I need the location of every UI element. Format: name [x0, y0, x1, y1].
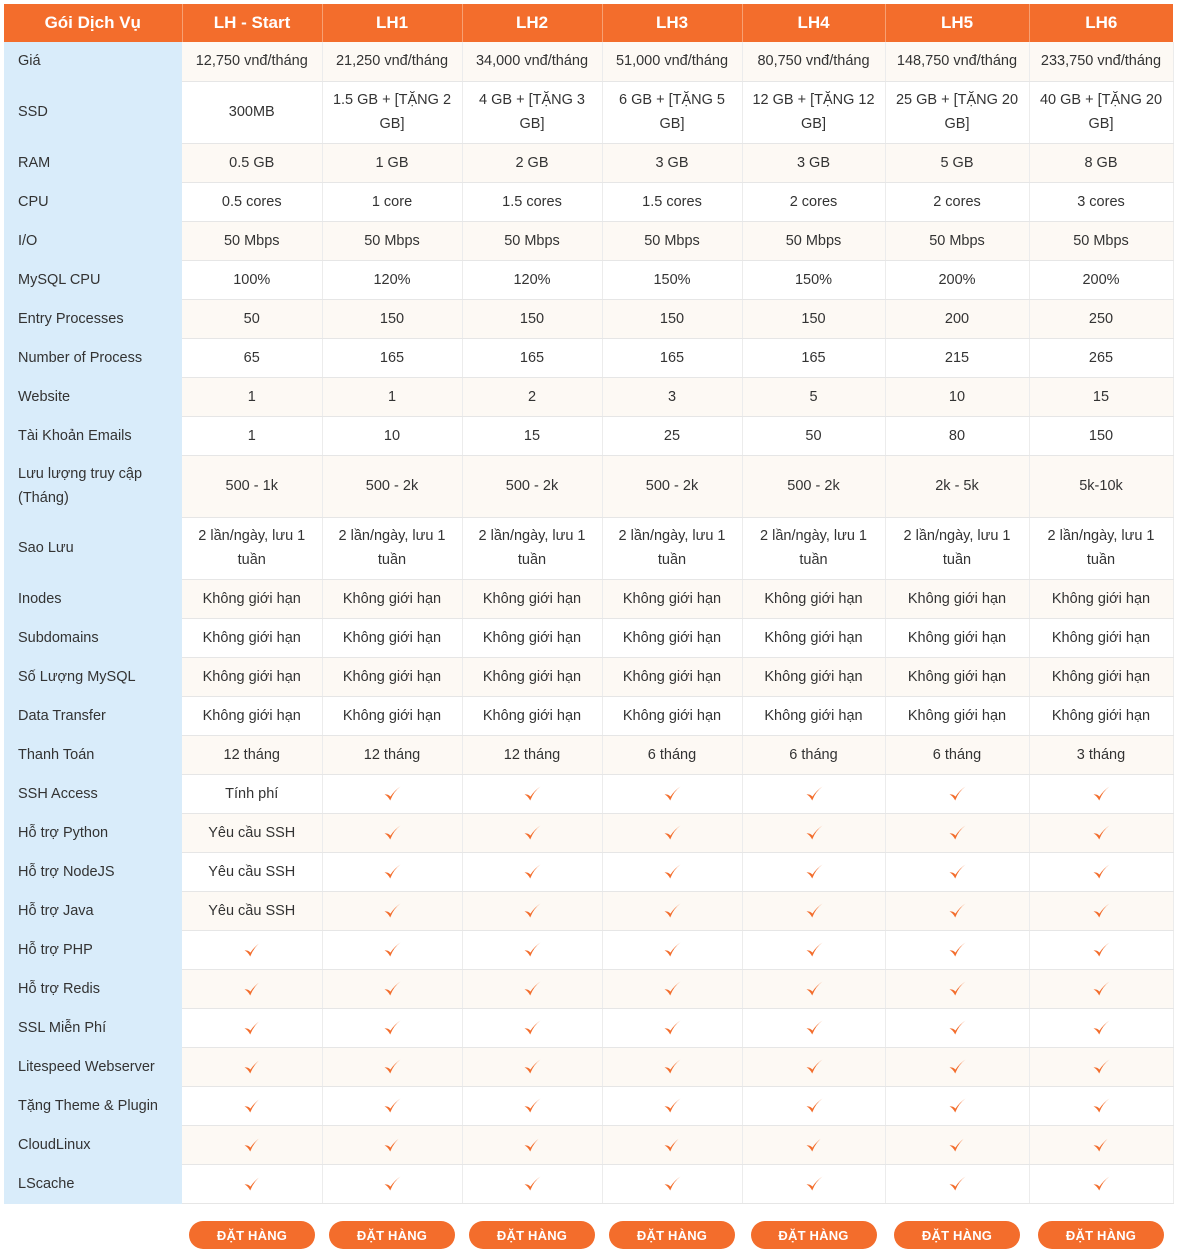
table-row — [4, 221, 1173, 260]
table-cell: 300MB — [182, 81, 322, 143]
order-button[interactable]: ĐẶT HÀNG — [894, 1221, 1020, 1249]
table-cell: 50 Mbps — [1029, 221, 1173, 260]
check-icon — [602, 774, 742, 813]
feature-label: Number of Process — [4, 338, 182, 377]
check-icon — [182, 1125, 322, 1164]
table-row — [4, 930, 1173, 969]
check-icon — [885, 930, 1029, 969]
check-icon — [742, 1086, 885, 1125]
table-cell: 50 Mbps — [742, 221, 885, 260]
feature-label: Hỗ trợ NodeJS — [4, 852, 182, 891]
check-icon — [885, 852, 1029, 891]
table-cell: 25 — [602, 416, 742, 455]
table-row — [4, 377, 1173, 416]
feature-label: Giá — [4, 42, 182, 81]
feature-label: Inodes — [4, 579, 182, 618]
table-cell: Không giới hạn — [1029, 618, 1173, 657]
table-cell: 500 - 2k — [462, 455, 602, 517]
table-cell: 34,000 vnđ/tháng — [462, 42, 602, 81]
table-cell: 50 Mbps — [462, 221, 602, 260]
table-cell: 65 — [182, 338, 322, 377]
header-service-label: Gói Dịch Vụ — [4, 4, 182, 42]
table-row — [4, 1086, 1173, 1125]
check-icon — [885, 1086, 1029, 1125]
table-cell: 1 — [182, 377, 322, 416]
check-icon — [322, 1008, 462, 1047]
check-icon — [322, 930, 462, 969]
check-icon — [462, 813, 602, 852]
check-icon — [742, 813, 885, 852]
table-cell: 150 — [322, 299, 462, 338]
table-cell: 50 Mbps — [182, 221, 322, 260]
table-cell: Không giới hạn — [462, 696, 602, 735]
table-cell: Không giới hạn — [182, 579, 322, 618]
table-cell: Yêu cầu SSH — [182, 891, 322, 930]
table-cell: 200% — [885, 260, 1029, 299]
table-row — [4, 299, 1173, 338]
table-cell: Không giới hạn — [1029, 696, 1173, 735]
check-icon — [742, 1164, 885, 1203]
check-icon — [322, 852, 462, 891]
table-row — [4, 1164, 1173, 1203]
check-icon — [322, 774, 462, 813]
check-icon — [182, 969, 322, 1008]
check-icon — [1029, 1086, 1173, 1125]
check-icon — [885, 1164, 1029, 1203]
check-icon — [742, 774, 885, 813]
header-plan-lh3: LH3 — [602, 4, 742, 42]
feature-label: Data Transfer — [4, 696, 182, 735]
table-row — [4, 969, 1173, 1008]
table-cell: 12 tháng — [462, 735, 602, 774]
feature-label: Entry Processes — [4, 299, 182, 338]
order-button[interactable]: ĐẶT HÀNG — [469, 1221, 595, 1249]
table-cell: Không giới hạn — [322, 696, 462, 735]
table-cell: Không giới hạn — [602, 579, 742, 618]
table-cell: 25 GB + [TẶNG 20 GB] — [885, 81, 1029, 143]
feature-label: CPU — [4, 182, 182, 221]
table-cell: 12 tháng — [182, 735, 322, 774]
table-cell: 2 lần/ngày, lưu 1 tuần — [742, 517, 885, 579]
check-icon — [602, 1008, 742, 1047]
order-button[interactable]: ĐẶT HÀNG — [329, 1221, 455, 1249]
table-cell: 6 tháng — [885, 735, 1029, 774]
feature-label: Hỗ trợ Python — [4, 813, 182, 852]
feature-label: Litespeed Webserver — [4, 1047, 182, 1086]
check-icon — [742, 1008, 885, 1047]
table-cell: 265 — [1029, 338, 1173, 377]
table-cell: 50 Mbps — [602, 221, 742, 260]
table-cell: Không giới hạn — [462, 579, 602, 618]
pricing-table-body — [4, 42, 1173, 1203]
order-buttons-row — [4, 1221, 1173, 1251]
table-cell: 10 — [885, 377, 1029, 416]
table-cell: Yêu cầu SSH — [182, 852, 322, 891]
feature-label: MySQL CPU — [4, 260, 182, 299]
table-cell: 1 — [182, 416, 322, 455]
header-plan-lh5: LH5 — [885, 4, 1029, 42]
table-cell: 1.5 GB + [TẶNG 2 GB] — [322, 81, 462, 143]
feature-label: LScache — [4, 1164, 182, 1203]
table-cell: 3 GB — [602, 143, 742, 182]
table-cell: Không giới hạn — [182, 657, 322, 696]
table-row — [4, 579, 1173, 618]
table-row — [4, 735, 1173, 774]
check-icon — [322, 1125, 462, 1164]
table-cell: 12 GB + [TẶNG 12 GB] — [742, 81, 885, 143]
check-icon — [182, 1164, 322, 1203]
feature-label: Tặng Theme & Plugin — [4, 1086, 182, 1125]
table-row — [4, 1125, 1173, 1164]
table-cell: 2 — [462, 377, 602, 416]
table-cell: 1.5 cores — [462, 182, 602, 221]
table-cell: 6 tháng — [602, 735, 742, 774]
order-button[interactable]: ĐẶT HÀNG — [1038, 1221, 1164, 1249]
table-cell: Không giới hạn — [322, 579, 462, 618]
table-cell: 50 — [182, 299, 322, 338]
table-cell: Không giới hạn — [462, 657, 602, 696]
table-row — [4, 260, 1173, 299]
table-cell: 165 — [602, 338, 742, 377]
check-icon — [462, 774, 602, 813]
check-icon — [182, 1086, 322, 1125]
order-button[interactable]: ĐẶT HÀNG — [189, 1221, 315, 1249]
feature-label: SSD — [4, 81, 182, 143]
feature-label: Thanh Toán — [4, 735, 182, 774]
table-cell: Không giới hạn — [602, 618, 742, 657]
table-cell: 150 — [462, 299, 602, 338]
table-cell: 21,250 vnđ/tháng — [322, 42, 462, 81]
table-cell: 0.5 cores — [182, 182, 322, 221]
check-icon — [602, 1047, 742, 1086]
table-row — [4, 338, 1173, 377]
table-row — [4, 143, 1173, 182]
check-icon — [462, 1047, 602, 1086]
table-cell: 2 cores — [742, 182, 885, 221]
check-icon — [885, 774, 1029, 813]
table-cell: 3 tháng — [1029, 735, 1173, 774]
table-row — [4, 657, 1173, 696]
table-cell: 1 core — [322, 182, 462, 221]
pricing-table-container — [4, 4, 1173, 1204]
table-cell: Không giới hạn — [602, 657, 742, 696]
table-cell: 80 — [885, 416, 1029, 455]
check-icon — [742, 930, 885, 969]
table-cell: Không giới hạn — [742, 657, 885, 696]
check-icon — [462, 1008, 602, 1047]
table-cell: 200% — [1029, 260, 1173, 299]
table-row — [4, 852, 1173, 891]
table-cell: 12 tháng — [322, 735, 462, 774]
check-icon — [885, 813, 1029, 852]
table-row — [4, 182, 1173, 221]
feature-label: Sao Lưu — [4, 517, 182, 579]
check-icon — [1029, 1008, 1173, 1047]
table-cell: 8 GB — [1029, 143, 1173, 182]
table-cell: 2 lần/ngày, lưu 1 tuần — [602, 517, 742, 579]
table-cell: 165 — [742, 338, 885, 377]
table-cell: 100% — [182, 260, 322, 299]
check-icon — [1029, 891, 1173, 930]
table-cell: 2 cores — [885, 182, 1029, 221]
feature-label: I/O — [4, 221, 182, 260]
table-cell: 5 GB — [885, 143, 1029, 182]
check-icon — [462, 1164, 602, 1203]
pricing-table — [4, 4, 1174, 1204]
table-cell: 120% — [322, 260, 462, 299]
check-icon — [1029, 1164, 1173, 1203]
check-icon — [322, 813, 462, 852]
table-cell: Tính phí — [182, 774, 322, 813]
check-icon — [182, 930, 322, 969]
table-cell: 3 cores — [1029, 182, 1173, 221]
check-icon — [322, 891, 462, 930]
table-cell: 4 GB + [TẶNG 3 GB] — [462, 81, 602, 143]
check-icon — [602, 1086, 742, 1125]
table-cell: Không giới hạn — [1029, 579, 1173, 618]
check-icon — [322, 1164, 462, 1203]
table-cell: 148,750 vnđ/tháng — [885, 42, 1029, 81]
check-icon — [885, 1125, 1029, 1164]
table-cell: 1.5 cores — [602, 182, 742, 221]
table-cell: 233,750 vnđ/tháng — [1029, 42, 1173, 81]
table-cell: Không giới hạn — [602, 696, 742, 735]
table-cell: 165 — [322, 338, 462, 377]
check-icon — [462, 969, 602, 1008]
table-cell: 6 tháng — [742, 735, 885, 774]
table-cell: 500 - 2k — [742, 455, 885, 517]
table-cell: Không giới hạn — [885, 657, 1029, 696]
table-cell: 40 GB + [TẶNG 20 GB] — [1029, 81, 1173, 143]
check-icon — [182, 1047, 322, 1086]
check-icon — [462, 891, 602, 930]
header-plan-lh1: LH1 — [322, 4, 462, 42]
check-icon — [1029, 813, 1173, 852]
check-icon — [1029, 774, 1173, 813]
table-cell: 200 — [885, 299, 1029, 338]
table-cell: 2 lần/ngày, lưu 1 tuần — [462, 517, 602, 579]
feature-label: CloudLinux — [4, 1125, 182, 1164]
check-icon — [742, 1047, 885, 1086]
table-cell: 1 — [322, 377, 462, 416]
check-icon — [1029, 852, 1173, 891]
table-row — [4, 81, 1173, 143]
table-row — [4, 618, 1173, 657]
feature-label: Hỗ trợ Java — [4, 891, 182, 930]
check-icon — [885, 1008, 1029, 1047]
table-cell: 250 — [1029, 299, 1173, 338]
feature-label: SSL Miễn Phí — [4, 1008, 182, 1047]
table-cell: Không giới hạn — [182, 696, 322, 735]
table-cell: Không giới hạn — [322, 657, 462, 696]
order-button[interactable]: ĐẶT HÀNG — [751, 1221, 877, 1249]
header-plan-lh2: LH2 — [462, 4, 602, 42]
table-row — [4, 1047, 1173, 1086]
table-cell: 50 Mbps — [322, 221, 462, 260]
feature-label: Lưu lượng truy cập (Tháng) — [4, 455, 182, 517]
table-row — [4, 813, 1173, 852]
check-icon — [462, 852, 602, 891]
check-icon — [602, 1125, 742, 1164]
check-icon — [742, 852, 885, 891]
table-cell: 150 — [742, 299, 885, 338]
table-cell: 3 — [602, 377, 742, 416]
table-cell: 5k-10k — [1029, 455, 1173, 517]
table-cell: 500 - 2k — [602, 455, 742, 517]
table-cell: 120% — [462, 260, 602, 299]
check-icon — [602, 852, 742, 891]
check-icon — [885, 1047, 1029, 1086]
check-icon — [742, 891, 885, 930]
table-cell: Không giới hạn — [742, 618, 885, 657]
check-icon — [885, 969, 1029, 1008]
table-cell: 3 GB — [742, 143, 885, 182]
feature-label: Subdomains — [4, 618, 182, 657]
check-icon — [322, 1047, 462, 1086]
feature-label: Tài Khoản Emails — [4, 416, 182, 455]
table-header-row — [4, 4, 1173, 42]
table-cell: 2 lần/ngày, lưu 1 tuần — [885, 517, 1029, 579]
table-row — [4, 696, 1173, 735]
order-button[interactable]: ĐẶT HÀNG — [609, 1221, 735, 1249]
table-row — [4, 517, 1173, 579]
table-cell: 150% — [742, 260, 885, 299]
table-cell: 51,000 vnđ/tháng — [602, 42, 742, 81]
table-cell: 2 GB — [462, 143, 602, 182]
header-plan-lh6: LH6 — [1029, 4, 1173, 42]
table-cell: 0.5 GB — [182, 143, 322, 182]
feature-label: Số Lượng MySQL — [4, 657, 182, 696]
table-cell: Yêu cầu SSH — [182, 813, 322, 852]
table-row — [4, 774, 1173, 813]
table-cell: 500 - 2k — [322, 455, 462, 517]
table-cell: 6 GB + [TẶNG 5 GB] — [602, 81, 742, 143]
feature-label: Hỗ trợ Redis — [4, 969, 182, 1008]
header-plan-lh-start: LH - Start — [182, 4, 322, 42]
table-cell: 150% — [602, 260, 742, 299]
table-cell: 80,750 vnđ/tháng — [742, 42, 885, 81]
table-cell: 2 lần/ngày, lưu 1 tuần — [1029, 517, 1173, 579]
check-icon — [602, 930, 742, 969]
table-cell: Không giới hạn — [885, 618, 1029, 657]
table-cell: Không giới hạn — [322, 618, 462, 657]
table-cell: Không giới hạn — [742, 579, 885, 618]
table-row — [4, 42, 1173, 81]
check-icon — [885, 891, 1029, 930]
table-cell: 165 — [462, 338, 602, 377]
check-icon — [602, 813, 742, 852]
table-cell: Không giới hạn — [1029, 657, 1173, 696]
table-cell: 2 lần/ngày, lưu 1 tuần — [322, 517, 462, 579]
check-icon — [322, 969, 462, 1008]
table-cell: 50 — [742, 416, 885, 455]
check-icon — [742, 1125, 885, 1164]
table-cell: 1 GB — [322, 143, 462, 182]
table-cell: 15 — [462, 416, 602, 455]
check-icon — [1029, 1047, 1173, 1086]
check-icon — [742, 969, 885, 1008]
check-icon — [602, 1164, 742, 1203]
table-cell: Không giới hạn — [885, 579, 1029, 618]
check-icon — [1029, 969, 1173, 1008]
check-icon — [462, 930, 602, 969]
table-cell: 2k - 5k — [885, 455, 1029, 517]
check-icon — [1029, 930, 1173, 969]
feature-label: SSH Access — [4, 774, 182, 813]
feature-label: Website — [4, 377, 182, 416]
table-cell: 15 — [1029, 377, 1173, 416]
table-cell: Không giới hạn — [182, 618, 322, 657]
table-row — [4, 891, 1173, 930]
table-cell: 2 lần/ngày, lưu 1 tuần — [182, 517, 322, 579]
table-cell: Không giới hạn — [462, 618, 602, 657]
feature-label: RAM — [4, 143, 182, 182]
table-cell: 150 — [602, 299, 742, 338]
table-cell: Không giới hạn — [742, 696, 885, 735]
check-icon — [322, 1086, 462, 1125]
table-cell: 12,750 vnđ/tháng — [182, 42, 322, 81]
table-cell: 10 — [322, 416, 462, 455]
table-row — [4, 455, 1173, 517]
header-plan-lh4: LH4 — [742, 4, 885, 42]
check-icon — [462, 1086, 602, 1125]
check-icon — [602, 969, 742, 1008]
table-row — [4, 1008, 1173, 1047]
table-cell: 5 — [742, 377, 885, 416]
check-icon — [462, 1125, 602, 1164]
table-row — [4, 416, 1173, 455]
table-cell: 50 Mbps — [885, 221, 1029, 260]
table-cell: Không giới hạn — [885, 696, 1029, 735]
table-cell: 150 — [1029, 416, 1173, 455]
check-icon — [602, 891, 742, 930]
table-cell: 215 — [885, 338, 1029, 377]
table-cell: 500 - 1k — [182, 455, 322, 517]
check-icon — [1029, 1125, 1173, 1164]
check-icon — [182, 1008, 322, 1047]
feature-label: Hỗ trợ PHP — [4, 930, 182, 969]
